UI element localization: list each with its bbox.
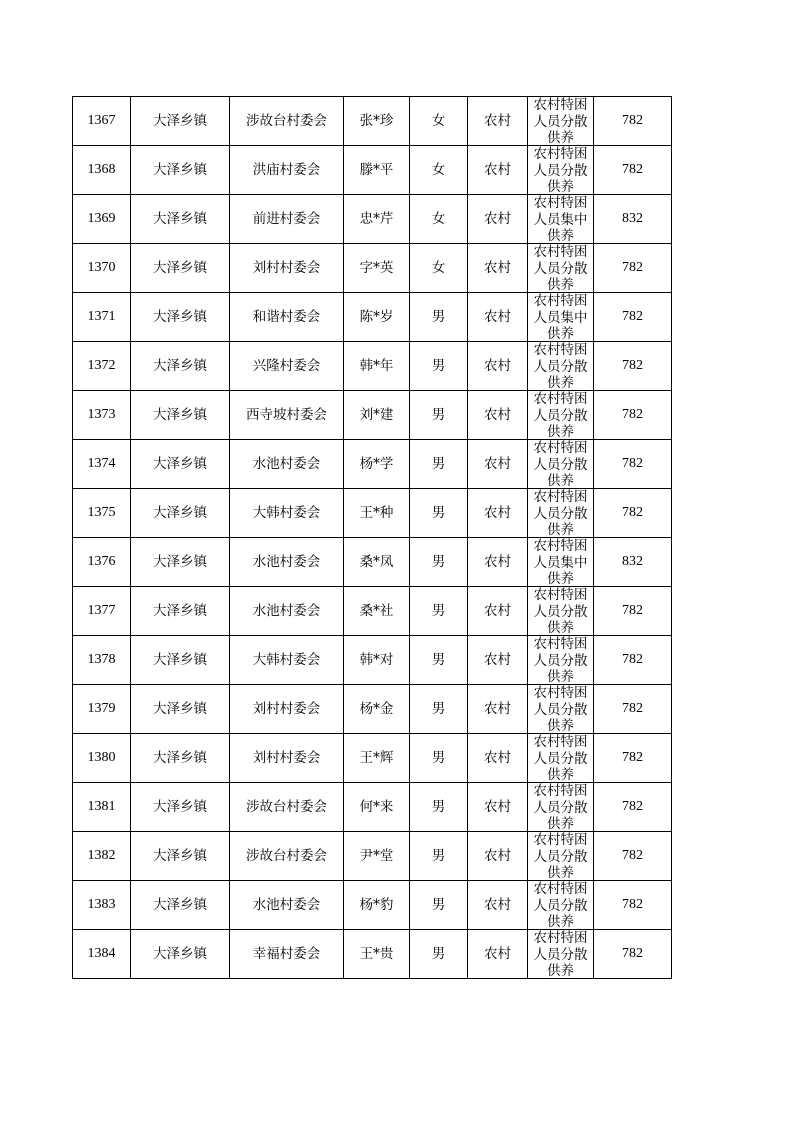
town-cell: 大泽乡镇: [131, 734, 230, 783]
category-line: 农村特困: [533, 587, 588, 603]
amount-cell: 782: [594, 342, 672, 391]
amount-cell: 782: [594, 832, 672, 881]
town-cell: 大泽乡镇: [131, 685, 230, 734]
category-cell: [528, 342, 594, 391]
category-cell: [528, 195, 594, 244]
row-number-cell: 1370: [73, 244, 131, 293]
category-line: 农村特困: [533, 489, 588, 505]
category-line: 人员分散: [533, 505, 588, 522]
town-cell: 大泽乡镇: [131, 538, 230, 587]
name-cell: 桑*凤: [344, 538, 410, 587]
gender-cell: 女: [410, 195, 468, 244]
category-line: 人员分散: [533, 701, 588, 718]
category-line: 人员分散: [533, 407, 588, 424]
category-line: 农村特困: [533, 440, 588, 456]
table-row: [73, 244, 672, 293]
category-text: [528, 734, 593, 782]
area-cell: 农村: [468, 146, 528, 195]
row-number-cell: 1382: [73, 832, 131, 881]
category-cell: [528, 587, 594, 636]
row-number-cell: 1380: [73, 734, 131, 783]
village-cell: 和谐村委会: [230, 293, 344, 342]
name-cell: 桑*社: [344, 587, 410, 636]
area-cell: 农村: [468, 391, 528, 440]
town-cell: 大泽乡镇: [131, 293, 230, 342]
name-cell: 王*种: [344, 489, 410, 538]
category-line: 农村特困: [533, 734, 588, 750]
category-line: 农村特困: [533, 97, 588, 113]
row-number-cell: 1367: [73, 97, 131, 146]
village-cell: 刘村村委会: [230, 685, 344, 734]
category-text: [528, 881, 593, 929]
amount-cell: 782: [594, 636, 672, 685]
row-number-cell: 1369: [73, 195, 131, 244]
category-cell: [528, 244, 594, 293]
category-line: 人员分散: [533, 358, 588, 375]
area-cell: 农村: [468, 293, 528, 342]
area-cell: 农村: [468, 881, 528, 930]
town-cell: 大泽乡镇: [131, 587, 230, 636]
name-cell: 韩*对: [344, 636, 410, 685]
amount-cell: 782: [594, 685, 672, 734]
amount-cell: 782: [594, 244, 672, 293]
town-cell: 大泽乡镇: [131, 881, 230, 930]
village-cell: 西寺坡村委会: [230, 391, 344, 440]
category-text: [528, 293, 593, 341]
village-cell: 大韩村委会: [230, 636, 344, 685]
amount-cell: 782: [594, 391, 672, 440]
amount-cell: 782: [594, 146, 672, 195]
table-row: [73, 195, 672, 244]
village-cell: 兴隆村委会: [230, 342, 344, 391]
category-text: [528, 244, 593, 292]
amount-cell: 782: [594, 293, 672, 342]
village-cell: 水池村委会: [230, 881, 344, 930]
amount-cell: 782: [594, 489, 672, 538]
category-line: 人员分散: [533, 946, 588, 963]
category-text: [528, 146, 593, 194]
amount-cell: 832: [594, 195, 672, 244]
amount-cell: 782: [594, 734, 672, 783]
village-cell: 水池村委会: [230, 538, 344, 587]
gender-cell: 女: [410, 146, 468, 195]
gender-cell: 男: [410, 783, 468, 832]
category-line: 供养: [547, 375, 574, 390]
category-line: 供养: [547, 620, 574, 635]
table-row: [73, 734, 672, 783]
amount-cell: 782: [594, 930, 672, 979]
category-text: [528, 930, 593, 978]
table-row: [73, 832, 672, 881]
name-cell: 刘*建: [344, 391, 410, 440]
category-cell: [528, 97, 594, 146]
row-number-cell: 1383: [73, 881, 131, 930]
table-row: [73, 97, 672, 146]
gender-cell: 女: [410, 244, 468, 293]
row-number-cell: 1374: [73, 440, 131, 489]
town-cell: 大泽乡镇: [131, 97, 230, 146]
category-line: 人员分散: [533, 162, 588, 179]
category-line: 人员集中: [533, 554, 588, 571]
category-line: 农村特困: [533, 293, 588, 309]
gender-cell: 男: [410, 881, 468, 930]
area-cell: 农村: [468, 538, 528, 587]
category-text: [528, 489, 593, 537]
category-line: 供养: [547, 669, 574, 684]
amount-cell: 782: [594, 440, 672, 489]
town-cell: 大泽乡镇: [131, 440, 230, 489]
table-row: [73, 146, 672, 195]
table-row: [73, 342, 672, 391]
category-cell: [528, 146, 594, 195]
village-cell: 刘村村委会: [230, 734, 344, 783]
row-number-cell: 1379: [73, 685, 131, 734]
category-line: 供养: [547, 914, 574, 929]
category-line: 人员分散: [533, 897, 588, 914]
name-cell: 王*贵: [344, 930, 410, 979]
village-cell: 涉故台村委会: [230, 783, 344, 832]
area-cell: 农村: [468, 734, 528, 783]
name-cell: 张*珍: [344, 97, 410, 146]
category-line: 供养: [547, 767, 574, 782]
category-line: 农村特困: [533, 538, 588, 554]
gender-cell: 男: [410, 734, 468, 783]
village-cell: 幸福村委会: [230, 930, 344, 979]
category-text: [528, 685, 593, 733]
village-cell: 涉故台村委会: [230, 97, 344, 146]
name-cell: 杨*豹: [344, 881, 410, 930]
gender-cell: 男: [410, 587, 468, 636]
area-cell: 农村: [468, 587, 528, 636]
area-cell: 农村: [468, 440, 528, 489]
data-table: [72, 96, 672, 979]
name-cell: 陈*岁: [344, 293, 410, 342]
category-line: 农村特困: [533, 832, 588, 848]
category-line: 人员分散: [533, 603, 588, 620]
area-cell: 农村: [468, 244, 528, 293]
category-line: 人员集中: [533, 211, 588, 228]
category-text: [528, 391, 593, 439]
town-cell: 大泽乡镇: [131, 489, 230, 538]
category-text: [528, 538, 593, 586]
category-text: [528, 832, 593, 880]
area-cell: 农村: [468, 930, 528, 979]
name-cell: 韩*年: [344, 342, 410, 391]
gender-cell: 男: [410, 636, 468, 685]
table-row: [73, 685, 672, 734]
category-cell: [528, 685, 594, 734]
town-cell: 大泽乡镇: [131, 930, 230, 979]
category-line: 农村特困: [533, 930, 588, 946]
town-cell: 大泽乡镇: [131, 832, 230, 881]
category-cell: [528, 538, 594, 587]
town-cell: 大泽乡镇: [131, 342, 230, 391]
category-line: 农村特困: [533, 146, 588, 162]
row-number-cell: 1381: [73, 783, 131, 832]
category-cell: [528, 783, 594, 832]
gender-cell: 男: [410, 342, 468, 391]
category-line: 农村特困: [533, 195, 588, 211]
category-line: 人员分散: [533, 652, 588, 669]
amount-cell: 782: [594, 881, 672, 930]
table-row: [73, 538, 672, 587]
gender-cell: 男: [410, 538, 468, 587]
gender-cell: 男: [410, 930, 468, 979]
village-cell: 洪庙村委会: [230, 146, 344, 195]
category-cell: [528, 881, 594, 930]
town-cell: 大泽乡镇: [131, 391, 230, 440]
amount-cell: 782: [594, 97, 672, 146]
category-line: 供养: [547, 571, 574, 586]
town-cell: 大泽乡镇: [131, 146, 230, 195]
village-cell: 刘村村委会: [230, 244, 344, 293]
town-cell: 大泽乡镇: [131, 244, 230, 293]
category-line: 供养: [547, 816, 574, 831]
category-text: [528, 636, 593, 684]
category-line: 人员集中: [533, 309, 588, 326]
amount-cell: 832: [594, 538, 672, 587]
category-text: [528, 195, 593, 243]
table-row: [73, 881, 672, 930]
category-line: 人员分散: [533, 848, 588, 865]
village-cell: 水池村委会: [230, 587, 344, 636]
area-cell: 农村: [468, 685, 528, 734]
row-number-cell: 1376: [73, 538, 131, 587]
town-cell: 大泽乡镇: [131, 195, 230, 244]
category-line: 供养: [547, 179, 574, 194]
gender-cell: 男: [410, 685, 468, 734]
name-cell: 字*英: [344, 244, 410, 293]
name-cell: 王*辉: [344, 734, 410, 783]
area-cell: 农村: [468, 97, 528, 146]
table-row: [73, 391, 672, 440]
gender-cell: 男: [410, 293, 468, 342]
town-cell: 大泽乡镇: [131, 636, 230, 685]
name-cell: 何*来: [344, 783, 410, 832]
category-line: 农村特困: [533, 636, 588, 652]
area-cell: 农村: [468, 342, 528, 391]
table-row: [73, 293, 672, 342]
category-line: 供养: [547, 522, 574, 537]
category-line: 供养: [547, 424, 574, 439]
category-cell: [528, 734, 594, 783]
amount-cell: 782: [594, 587, 672, 636]
category-line: 供养: [547, 718, 574, 733]
category-line: 人员分散: [533, 260, 588, 277]
category-cell: [528, 489, 594, 538]
gender-cell: 男: [410, 489, 468, 538]
category-cell: [528, 440, 594, 489]
village-cell: 前进村委会: [230, 195, 344, 244]
area-cell: 农村: [468, 489, 528, 538]
category-line: 供养: [547, 130, 574, 145]
category-line: 人员分散: [533, 799, 588, 816]
area-cell: 农村: [468, 195, 528, 244]
amount-cell: 782: [594, 783, 672, 832]
village-cell: 涉故台村委会: [230, 832, 344, 881]
area-cell: 农村: [468, 783, 528, 832]
category-line: 农村特困: [533, 783, 588, 799]
name-cell: 忠*芹: [344, 195, 410, 244]
table-row: [73, 440, 672, 489]
category-line: 供养: [547, 473, 574, 488]
area-cell: 农村: [468, 636, 528, 685]
table-row: [73, 636, 672, 685]
category-cell: [528, 391, 594, 440]
table-row: [73, 783, 672, 832]
row-number-cell: 1375: [73, 489, 131, 538]
category-line: 人员分散: [533, 113, 588, 130]
category-line: 供养: [547, 228, 574, 243]
table-body: [73, 97, 672, 979]
table-row: [73, 489, 672, 538]
category-line: 供养: [547, 865, 574, 880]
category-cell: [528, 293, 594, 342]
category-cell: [528, 832, 594, 881]
category-line: 人员分散: [533, 456, 588, 473]
category-line: 人员分散: [533, 750, 588, 767]
category-text: [528, 440, 593, 488]
category-text: [528, 783, 593, 831]
category-line: 供养: [547, 326, 574, 341]
town-cell: 大泽乡镇: [131, 783, 230, 832]
category-text: [528, 97, 593, 145]
category-cell: [528, 636, 594, 685]
gender-cell: 男: [410, 440, 468, 489]
area-cell: 农村: [468, 832, 528, 881]
table-row: [73, 930, 672, 979]
row-number-cell: 1368: [73, 146, 131, 195]
village-cell: 水池村委会: [230, 440, 344, 489]
category-line: 农村特困: [533, 391, 588, 407]
row-number-cell: 1373: [73, 391, 131, 440]
category-text: [528, 342, 593, 390]
row-number-cell: 1378: [73, 636, 131, 685]
name-cell: 杨*金: [344, 685, 410, 734]
name-cell: 滕*平: [344, 146, 410, 195]
gender-cell: 女: [410, 97, 468, 146]
category-line: 农村特困: [533, 685, 588, 701]
row-number-cell: 1377: [73, 587, 131, 636]
row-number-cell: 1384: [73, 930, 131, 979]
row-number-cell: 1371: [73, 293, 131, 342]
name-cell: 尹*堂: [344, 832, 410, 881]
category-line: 供养: [547, 277, 574, 292]
category-line: 农村特困: [533, 244, 588, 260]
gender-cell: 男: [410, 391, 468, 440]
category-line: 农村特困: [533, 881, 588, 897]
table-row: [73, 587, 672, 636]
category-text: [528, 587, 593, 635]
village-cell: 大韩村委会: [230, 489, 344, 538]
category-line: 供养: [547, 963, 574, 978]
category-cell: [528, 930, 594, 979]
row-number-cell: 1372: [73, 342, 131, 391]
name-cell: 杨*学: [344, 440, 410, 489]
gender-cell: 男: [410, 832, 468, 881]
category-line: 农村特困: [533, 342, 588, 358]
